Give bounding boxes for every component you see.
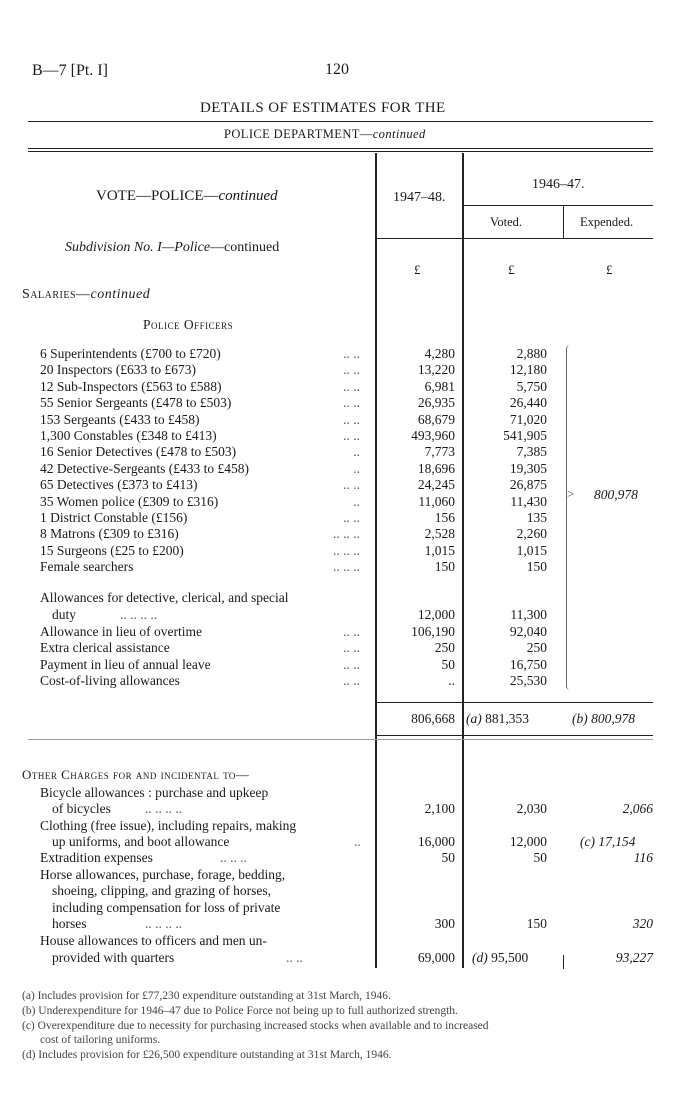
- salary-item-desc: 6 Superintendents (£700 to £720): [40, 346, 221, 361]
- horse-leader-dots: .. .. .. ..: [145, 916, 183, 931]
- column-header-expended: Expended.: [580, 215, 634, 229]
- bicycle-1947: 2,100: [424, 801, 455, 816]
- clothing-leader-dots: ..: [354, 834, 361, 849]
- salary-item-1947: 4,280: [424, 346, 455, 361]
- allowances-voted: 11,300: [510, 607, 547, 622]
- subdivision-title: Subdivision No. I—Police: [65, 240, 211, 255]
- bicycle-voted: 2,030: [516, 801, 547, 816]
- salary-item-voted: 1,015: [516, 542, 547, 558]
- salary-item-1947: 250: [434, 640, 455, 656]
- salary-item-voted: 135: [526, 510, 547, 525]
- total-rule-bottom: [377, 735, 653, 736]
- salary-item-voted: 71,020: [509, 411, 547, 427]
- salary-item-1947: 2,528: [424, 526, 455, 542]
- salary-item-voted: 92,040: [509, 624, 547, 639]
- salary-item-1947: 106,190: [411, 624, 455, 639]
- salary-item-1947: 26,935: [417, 395, 455, 411]
- footnote-c: (c) Overexpenditure due to necessity for purchasing increased stocks when available and to increased: [22, 1020, 489, 1032]
- pound-sign-1947: £: [414, 262, 421, 277]
- clothing-desc-line2: up uniforms, and boot allowance: [52, 834, 230, 849]
- allowances-1947: 12,000: [417, 607, 455, 622]
- salary-item-1947: 150: [434, 559, 455, 575]
- salary-item-desc: Female searchers: [40, 559, 134, 575]
- house-desc-line1: House allowances to officers and men un-: [40, 933, 267, 948]
- clothing-voted: 12,000: [509, 834, 547, 849]
- clothing-desc-line1: Clothing (free issue), including repairs, making: [40, 818, 297, 833]
- column-rule-1: [375, 153, 377, 968]
- leader-dots: .. .. ..: [333, 542, 360, 558]
- salary-item-desc: 1 District Constable (£156): [40, 510, 188, 525]
- department-subtitle: [224, 127, 426, 142]
- vote-heading-continued: continued: [218, 188, 278, 204]
- leader-dots: .. ..: [343, 673, 360, 689]
- bicycle-expended: 2,066: [622, 801, 653, 816]
- salary-item-desc: 8 Matrons (£309 to £316): [40, 526, 179, 542]
- pound-sign-voted: £: [508, 262, 515, 277]
- extradition-1947: 50: [441, 850, 455, 865]
- salary-item-desc: 42 Detective-Sergeants (£433 to £458): [40, 460, 249, 476]
- salary-item-desc: 16 Senior Detectives (£478 to £503): [40, 444, 237, 460]
- house-voted-note: (d): [472, 950, 488, 965]
- allowances-desc-line2: duty: [52, 607, 77, 622]
- leader-dots: ..: [353, 493, 360, 509]
- house-voted: [472, 950, 528, 966]
- leader-dots: .. ..: [343, 624, 360, 639]
- salary-item-voted: 250: [526, 640, 547, 656]
- salary-item-1947: 493,960: [411, 428, 455, 443]
- salary-item-1947: 6,981: [424, 378, 455, 394]
- leader-dots: ..: [353, 444, 360, 460]
- horse-1947: 300: [434, 916, 455, 931]
- salary-item-voted: 5,750: [516, 378, 547, 394]
- leader-dots: .. ..: [343, 346, 360, 361]
- salary-item-voted: 7,385: [516, 444, 547, 460]
- salaries-heading-main: Salaries—: [22, 287, 91, 302]
- salary-item-1947: 156: [434, 510, 455, 525]
- clothing-1947: 16,000: [417, 834, 455, 849]
- leader-dots: .. ..: [343, 362, 360, 378]
- continued-label: continued: [372, 127, 426, 141]
- salary-item-1947: 1,015: [424, 542, 455, 558]
- salary-item-desc: 20 Inspectors (£633 to £673): [40, 362, 196, 378]
- leader-dots: .. .. ..: [333, 559, 360, 575]
- leader-dots: .. ..: [343, 411, 360, 427]
- salary-item-voted: 541,905: [503, 428, 547, 443]
- salary-item-desc: 55 Senior Sergeants (£478 to £503): [40, 395, 232, 411]
- salary-item-1947: 11,060: [418, 493, 455, 509]
- section-rule: [28, 739, 653, 740]
- salary-item-desc: 15 Surgeons (£25 to £200): [40, 542, 184, 558]
- salary-item-voted: 16,750: [509, 656, 547, 672]
- salaries-heading: [22, 287, 150, 303]
- salary-item-desc: Cost-of-living allowances: [40, 673, 180, 689]
- salary-item-voted: 12,180: [509, 362, 547, 378]
- expended-salaries: 800,978: [594, 487, 638, 502]
- pound-sign-expended: £: [606, 262, 613, 277]
- department-name: POLICE DEPARTMENT—: [224, 127, 373, 141]
- leader-dots: .. ..: [343, 428, 360, 443]
- total-rule-top: [377, 702, 653, 703]
- house-expended: 93,227: [615, 950, 653, 965]
- vote-heading: [96, 188, 278, 205]
- salary-item-voted: 19,305: [509, 460, 547, 476]
- clothing-expended-note: (c): [580, 834, 595, 849]
- leader-dots: .. ..: [343, 477, 360, 493]
- subdivision-continued: —continued: [210, 240, 280, 255]
- header-rule-top-2: [28, 151, 653, 152]
- salary-item-voted: 11,430: [510, 493, 547, 509]
- salary-item-1947: 50: [441, 656, 455, 672]
- brace-point-icon: >: [567, 486, 575, 501]
- horse-expended: 320: [632, 916, 653, 931]
- salary-item-1947: 18,696: [417, 460, 455, 476]
- salary-item-desc: 1,300 Constables (£348 to £413): [40, 428, 217, 443]
- salary-item-voted: 25,530: [509, 673, 547, 689]
- house-voted-value: 95,500: [491, 950, 529, 965]
- allowances-leader-dots: .. .. .. ..: [120, 607, 158, 622]
- header-rule-top: [28, 148, 653, 149]
- leader-dots: .. ..: [343, 395, 360, 411]
- horse-desc-line1: Horse allowances, purchase, forage, bedding,: [40, 867, 286, 882]
- house-1947: 69,000: [417, 950, 455, 965]
- allowances-desc-line1: Allowances for detective, clerical, and special: [40, 590, 289, 605]
- house-desc-line2: provided with quarters: [52, 950, 175, 965]
- salary-item-voted: 2,880: [516, 346, 547, 361]
- total-voted-note: (a): [466, 711, 482, 726]
- horse-desc-line3: including compensation for loss of private: [52, 900, 281, 915]
- leader-dots: .. ..: [343, 510, 360, 525]
- extradition-voted: 50: [533, 850, 547, 865]
- leader-dots: .. .. ..: [333, 526, 360, 542]
- expended-brace: [566, 345, 573, 690]
- total-voted: [466, 711, 529, 727]
- clothing-expended: [580, 834, 635, 850]
- total-1947: 806,668: [411, 711, 455, 726]
- column-header-1946: 1946–47.: [532, 177, 585, 192]
- salary-item-voted: 150: [526, 559, 547, 575]
- clothing-expended-value: 17,154: [598, 834, 636, 849]
- column-rule-3: [563, 206, 564, 238]
- horse-voted: 150: [526, 916, 547, 931]
- salary-item-voted: 26,875: [509, 477, 547, 493]
- footnote-b: (b) Underexpenditure for 1946–47 due to Police Force not being up to full authorized strength.: [22, 1005, 458, 1017]
- salary-item-desc: Allowance in lieu of overtime: [40, 624, 202, 639]
- leader-dots: .. ..: [343, 378, 360, 394]
- house-leader-dots: .. ..: [286, 950, 303, 965]
- head-rule-1946: [463, 205, 653, 206]
- salary-item-1947: 7,773: [424, 444, 455, 460]
- head-rule-bottom: [377, 238, 653, 239]
- title-rule: [28, 121, 653, 122]
- bicycle-desc-line1: Bicycle allowances : purchase and upkeep: [40, 785, 269, 800]
- bicycle-desc-line2: of bicycles: [52, 801, 111, 816]
- salary-item-voted: 2,260: [516, 526, 547, 542]
- salary-item-1947: 24,245: [417, 477, 455, 493]
- total-expended: [572, 711, 635, 727]
- other-charges-heading: Other Charges for and incidental to—: [22, 767, 250, 782]
- total-voted-value: 881,353: [485, 711, 529, 726]
- leader-dots: .. ..: [343, 640, 360, 656]
- column-rule-2: [462, 153, 464, 968]
- footnote-a: (a) Includes provision for £77,230 expenditure outstanding at 31st March, 1946.: [22, 990, 391, 1002]
- salary-item-desc: 65 Detectives (£373 to £413): [40, 477, 198, 493]
- page-title: DETAILS OF ESTIMATES FOR THE: [200, 100, 446, 116]
- extradition-expended: 116: [633, 850, 653, 865]
- bicycle-leader-dots: .. .. .. ..: [145, 801, 183, 816]
- police-officers-subheading: Police Officers: [143, 317, 234, 332]
- horse-desc-line4: horses: [52, 916, 87, 931]
- horse-desc-line2: shoeing, clipping, and grazing of horses,: [52, 883, 271, 898]
- leader-dots: .. ..: [343, 656, 360, 672]
- salary-item-desc: 12 Sub-Inspectors (£563 to £588): [40, 378, 222, 394]
- salary-item-desc: Payment in lieu of annual leave: [40, 656, 211, 672]
- column-header-1947: 1947–48.: [393, 190, 446, 205]
- salary-item-voted: 26,440: [509, 395, 547, 411]
- total-expended-value: 800,978: [591, 711, 635, 726]
- vote-heading-main: VOTE—POLICE—: [96, 188, 219, 204]
- footnote-d: (d) Includes provision for £26,500 expenditure outstanding at 31st March, 1946.: [22, 1049, 392, 1061]
- subdivision-heading: [65, 240, 279, 256]
- salary-item-1947: 68,679: [417, 411, 455, 427]
- salary-item-desc: 35 Women police (£309 to £316): [40, 493, 219, 509]
- extradition-leader-dots: .. .. ..: [220, 850, 247, 865]
- column-header-voted: Voted.: [490, 215, 523, 229]
- extradition-desc: Extradition expenses: [40, 850, 153, 865]
- total-expended-note: (b): [572, 711, 588, 726]
- column-rule-3b: [563, 955, 564, 969]
- page-number: 120: [325, 61, 349, 78]
- document-reference: B—7 [Pt. I]: [32, 62, 108, 79]
- salary-item-desc: 153 Sergeants (£433 to £458): [40, 411, 200, 427]
- leader-dots: ..: [353, 460, 360, 476]
- salary-item-1947: ..: [448, 673, 455, 689]
- salaries-heading-continued: continued: [90, 287, 151, 302]
- footnote-c-cont: cost of tailoring uniforms.: [40, 1034, 161, 1046]
- salary-item-desc: Extra clerical assistance: [40, 640, 170, 656]
- salary-item-1947: 13,220: [417, 362, 455, 378]
